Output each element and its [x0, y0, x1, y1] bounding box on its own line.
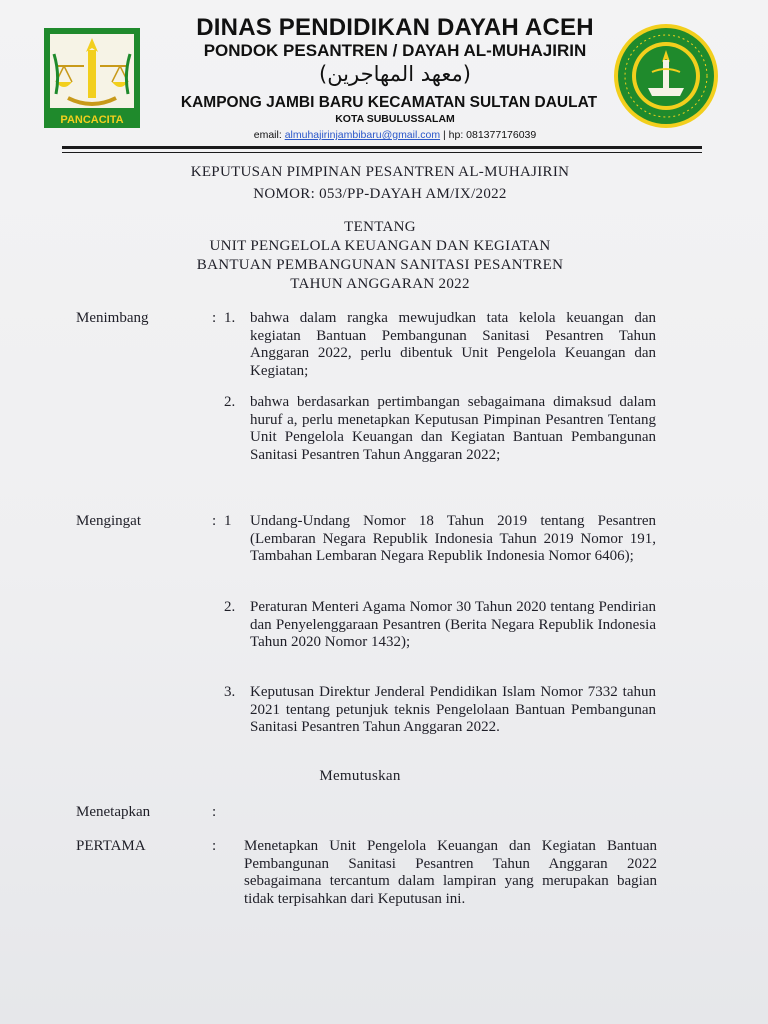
pertama-colon: :	[212, 838, 217, 854]
pancacita-emblem-icon	[38, 24, 146, 132]
email-label: email:	[253, 129, 282, 141]
email-link[interactable]: almuhajirinjambibaru@gmail.com	[284, 129, 441, 141]
mengingat-item-number: 2.	[224, 599, 236, 615]
pertama-label: PERTAMA	[76, 838, 146, 854]
mengingat-item-number: 1	[224, 513, 232, 529]
school-address: KAMPONG JAMBI BARU KECAMATAN SULTAN DAULAT	[180, 94, 598, 111]
menetapkan-label: Menetapkan	[76, 804, 151, 820]
contact-line	[160, 129, 630, 141]
mengingat-label: Mengingat	[76, 513, 141, 529]
mengingat-item-text: Keputusan Direktur Jenderal Pendidikan Islam Nomor 7332 tahun 2021 tentang petunjuk teknis Pengelolaan Bantuan Pembangunan Sanitasi Pesantren Tahun Anggaran 2022.	[250, 684, 656, 735]
memutuskan-heading: Memutuskan	[319, 768, 401, 784]
letterhead-rule-thin	[62, 152, 702, 153]
school-name: PONDOK PESANTREN / DAYAH AL-MUHAJIRIN	[203, 41, 587, 60]
menimbang-item-text: bahwa berdasarkan pertimbangan sebagaimana dimaksud dalam huruf a, perlu menetapkan Keputusan Pimpinan Pesantren Tentang Unit Pengelola Keuangan dan Kegiatan Bantuan Pembangunan Sanitasi Pesantren Tahun Anggaran 2022;	[250, 394, 656, 463]
about-heading: TENTANG	[344, 219, 416, 235]
decree-number: NOMOR: 053/PP-DAYAH AM/IX/2022	[253, 186, 507, 202]
school-city: KOTA SUBULUSSALAM	[335, 113, 455, 125]
letterhead-rule-thick	[62, 146, 702, 149]
menimbang-item-number: 1.	[224, 310, 236, 326]
subject-line: TAHUN ANGGARAN 2022	[290, 276, 470, 292]
menetapkan-colon: :	[212, 804, 217, 820]
mengingat-item-text: Peraturan Menteri Agama Nomor 30 Tahun 2020 tentang Pendirian dan Penyelenggaraan Pesantren (Berita Negara Republik Indonesia Tahun 2020 Nomor 1432);	[250, 599, 656, 650]
school-name-arabic: (معهد المهاجرين)	[319, 62, 471, 86]
mengingat-item-text: Undang-Undang Nomor 18 Tahun 2019 tentang Pesantren (Lembaran Negara Republik Indonesia Tahun 2019 Nomor 191, Tambahan Lembaran Negara Republik Indonesia Nomor 6406);	[250, 513, 656, 564]
subject-line: UNIT PENGELOLA KEUANGAN DAN KEGIATAN	[209, 238, 551, 254]
pancacita-logo-text: PANCACITA	[60, 114, 124, 126]
phone-text: | hp: 081377176039	[443, 129, 537, 141]
mengingat-colon: :	[212, 513, 217, 529]
menimbang-label: Menimbang	[76, 310, 149, 326]
pertama-text: Menetapkan Unit Pengelola Keuangan dan Kegiatan Bantuan Pembangunan Sanitasi Pesantren Tahun Anggaran 2022 sebagaimana tercantum dalam lampiran yang merupakan bagian tidak terpisahkan dari Keputusan ini.	[244, 838, 657, 907]
menimbang-colon: :	[212, 310, 217, 326]
agency-name: DINAS PENDIDIKAN DAYAH ACEH	[196, 14, 594, 41]
subject-line: BANTUAN PEMBANGUNAN SANITASI PESANTREN	[196, 257, 564, 273]
mengingat-item-number: 3.	[224, 684, 236, 700]
menimbang-item-text: bahwa dalam rangka mewujudkan tata kelola keuangan dan kegiatan Bantuan Pembangunan Sanitasi Pesantren Tahun Anggaran 2022, perlu dibentuk Unit Pengelola Keuangan dan Kegiatan;	[250, 310, 656, 379]
decree-title: KEPUTUSAN PIMPINAN PESANTREN AL-MUHAJIRIN	[190, 164, 570, 180]
menimbang-item-number: 2.	[224, 394, 236, 410]
